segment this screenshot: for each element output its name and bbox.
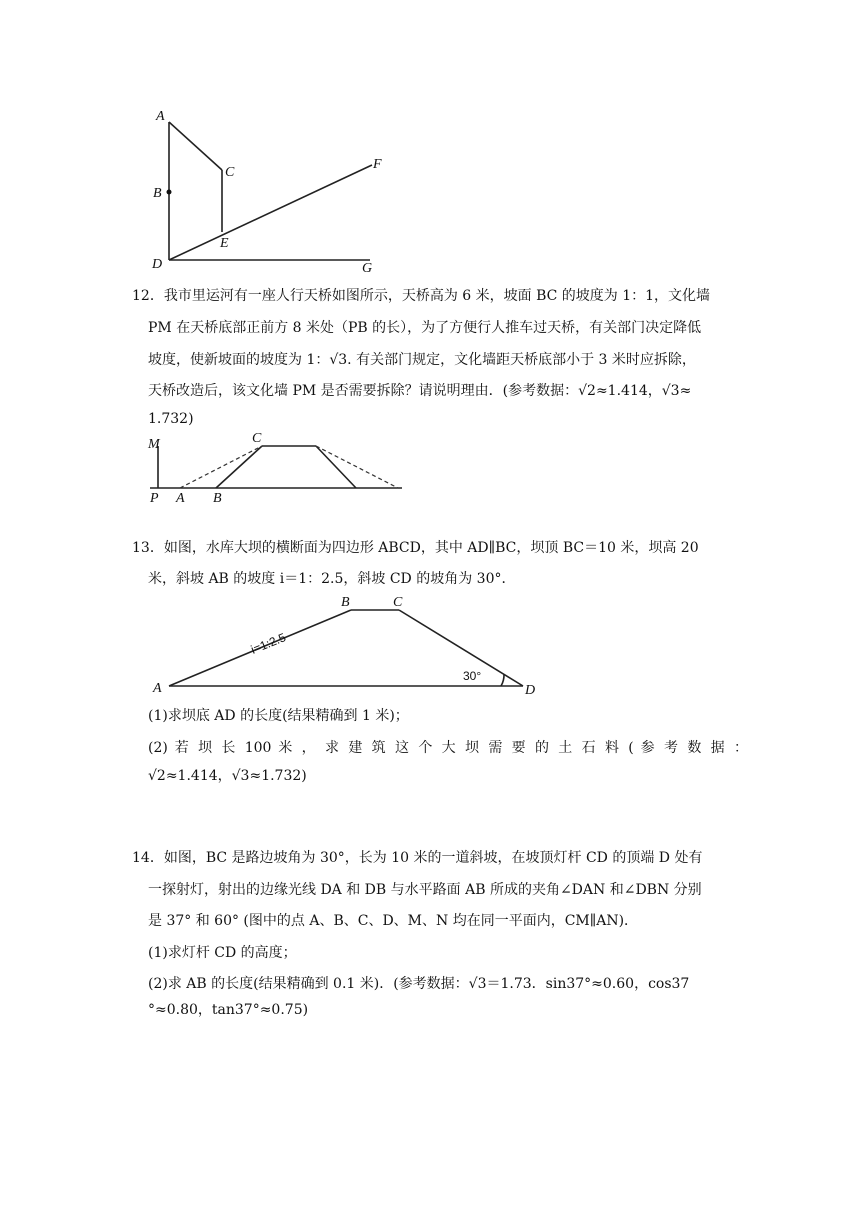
point-b-dot xyxy=(167,190,172,195)
p13-sub-2: (2) 若 坝 长 100 米 ， 求 建 筑 这 个 大 坝 需 要 的 土 石 料 ( 参 考 数 据 ： xyxy=(148,740,748,756)
label-a: A xyxy=(153,681,162,696)
label-e: E xyxy=(220,236,229,251)
label-p: P xyxy=(150,491,159,504)
p13-sub-1: (1)求坝底 AD 的长度(结果精确到 1 米)； xyxy=(148,708,409,724)
figure-13 xyxy=(145,590,545,698)
p12-line-1: 12．我市里运河有一座人行天桥如图所示，天桥高为 6 米，坡面 BC 的坡度为 1：1，文化墙 xyxy=(132,288,711,304)
label-g: G xyxy=(362,261,373,276)
label-c: C xyxy=(225,165,235,180)
label-d: D xyxy=(152,257,163,272)
p14-line-1: 14．如图，BC 是路边坡角为 30°，长为 10 米的一道斜坡，在坡顶灯杆 CD 的顶端 D 处有 xyxy=(132,850,703,866)
p12-line-4: 天桥改造后，该文化墙 PM 是否需要拆除？请说明理由．(参考数据：√2≈1.414，√3≈ xyxy=(148,383,692,399)
label-a: A xyxy=(156,109,165,124)
label-b: B xyxy=(341,595,350,610)
p12-line-5: 1.732) xyxy=(148,411,194,427)
label-f: F xyxy=(373,157,382,172)
slope-label: i=1:2.5 xyxy=(248,630,288,657)
p14-line-2: 一探射灯，射出的边缘光线 DA 和 DB 与水平路面 AB 所成的夹角∠DAN 和∠DBN 分别 xyxy=(148,882,702,898)
p12-line-2: PM 在天桥底部正前方 8 米处（PB 的长），为了方便行人推车过天桥，有关部门决定降低 xyxy=(148,320,702,336)
p14-line-3: 是 37° 和 60° (图中的点 A、B、C、D、M、N 均在同一平面内，CM∥AN)． xyxy=(148,913,639,929)
label-c: C xyxy=(393,595,403,610)
label-m: M xyxy=(148,437,160,452)
label-d: D xyxy=(525,683,536,698)
p14-sub-3: °≈0.80，tan37°≈0.75) xyxy=(148,1002,309,1018)
label-a: A xyxy=(176,491,185,504)
p13-line-1: 13．如图，水库大坝的横断面为四边形 ABCD，其中 AD∥BC，坝顶 BC＝10 米，坝高 20 xyxy=(132,540,699,556)
figure-11 xyxy=(140,100,400,280)
label-b: B xyxy=(153,186,162,201)
p14-sub-2: (2)求 AB 的长度(结果精确到 0.1 米)．(参考数据：√3＝1.73．sin37°≈0.60，cos37 xyxy=(148,976,690,992)
p14-sub-1: (1)求灯杆 CD 的高度； xyxy=(148,945,297,961)
p13-sub-3: √2≈1.414，√3≈1.732) xyxy=(148,768,307,784)
p13-line-2: 米，斜坡 AB 的坡度 i＝1：2.5，斜坡 CD 的坡角为 30°． xyxy=(148,571,516,587)
label-b: B xyxy=(213,491,222,504)
angle-label: 30° xyxy=(463,669,482,683)
p12-line-3: 坡度，使新坡面的坡度为 1：√3. 有关部门规定，文化墙距天桥底部小于 3 米时应拆除， xyxy=(148,352,696,368)
label-c: C xyxy=(252,431,262,446)
figure-12 xyxy=(140,428,410,504)
